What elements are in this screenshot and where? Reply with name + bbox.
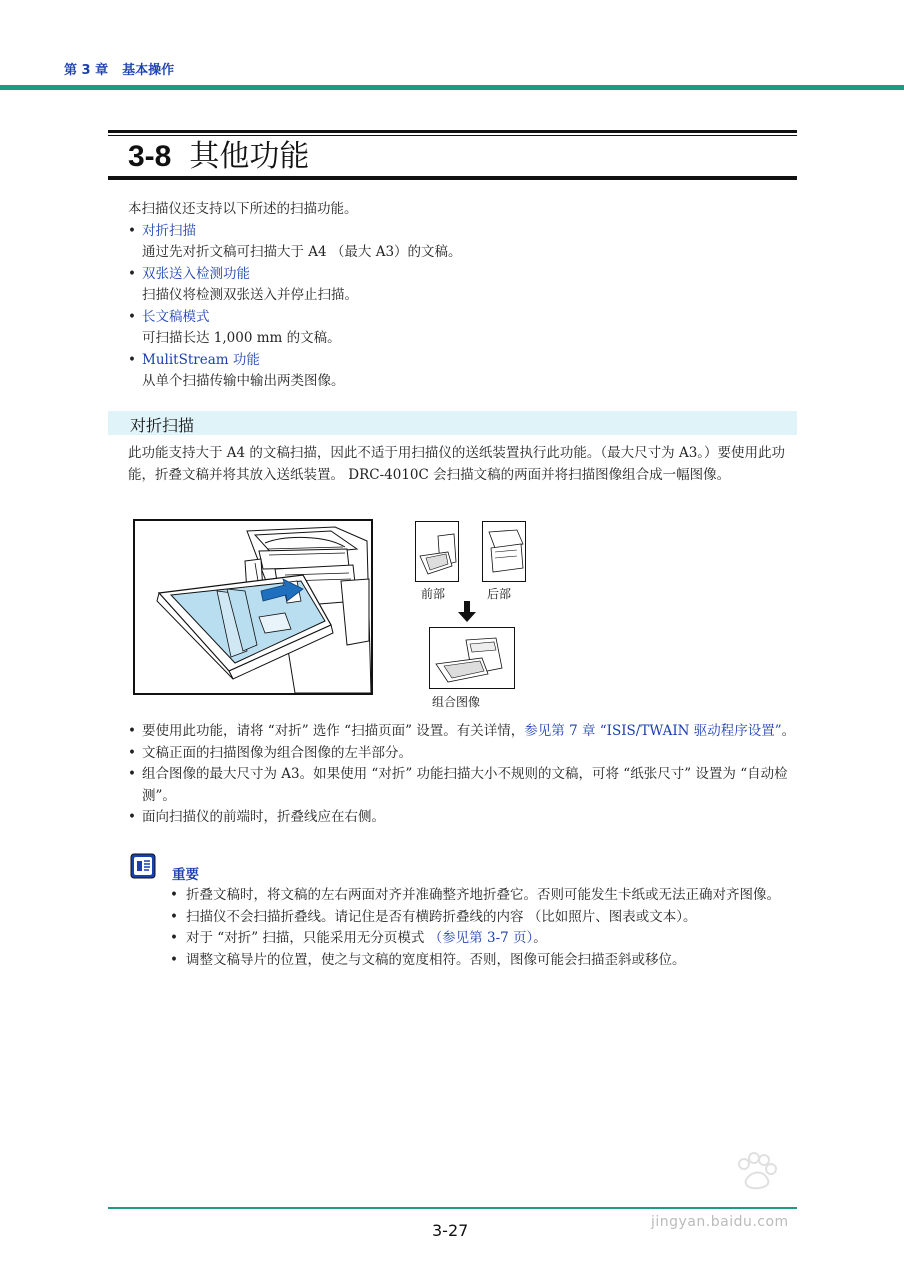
bullet-dot: • — [128, 723, 136, 739]
note-text-end: 。 — [781, 723, 796, 739]
intro-block — [128, 199, 788, 393]
bullet-dot: • — [128, 744, 136, 761]
intro-text: 本扫描仪还支持以下所述的扫描功能。 — [128, 201, 358, 217]
list-item — [170, 950, 798, 972]
back-thumbnail — [482, 521, 526, 582]
section-title — [128, 138, 309, 176]
feature-desc: 可扫描长达 1,000 mm 的文稿。 — [142, 330, 341, 346]
front-view-drawing — [416, 522, 458, 581]
combined-thumbnail — [429, 627, 515, 689]
page-ref-link[interactable]: （参见第 3-7 页） — [428, 930, 534, 946]
important-list — [170, 885, 798, 971]
list-item — [128, 807, 798, 829]
feature-link[interactable]: MulitStream 功能 — [142, 351, 260, 368]
subsection-bar — [108, 411, 797, 435]
feature-item — [128, 307, 788, 350]
important-text: 折叠文稿时，将文稿的左右两面对齐并准确整齐地折叠它。否则可能发生卡纸或无法正确对齐图像。 — [186, 887, 780, 903]
important-text: 调整文稿导片的位置，使之与文稿的宽度相符。否则，图像可能会扫描歪斜或移位。 — [186, 951, 686, 968]
bullet-dot: • — [128, 351, 136, 368]
scanner-illustration — [133, 519, 373, 695]
list-item — [128, 721, 798, 743]
combined-view-drawing — [430, 628, 514, 688]
bullet-dot: • — [128, 222, 136, 239]
section-number: 3-8 — [128, 140, 172, 173]
bullet-dot: • — [170, 887, 178, 903]
running-header — [64, 59, 174, 78]
back-view-drawing — [483, 522, 525, 581]
important-title: 重要 — [172, 867, 199, 883]
feature-link[interactable]: 长文稿模式 — [142, 308, 210, 325]
list-item — [170, 907, 798, 929]
down-arrow-icon — [457, 601, 477, 627]
important-text-end: 。 — [533, 930, 547, 946]
page-number: 3-27 — [432, 1221, 469, 1240]
note-text: 面向扫描仪的前端时，折叠线应在右侧。 — [142, 809, 385, 825]
bullet-dot: • — [128, 809, 136, 825]
back-label: 后部 — [487, 587, 512, 601]
note-text: 组合图像的最大尺寸为 A3。如果使用 “对折” 功能扫描大小不规则的文稿，可将 “纸张尺寸” 设置为 “自动检测”。 — [142, 766, 788, 804]
baidu-watermark-logo — [640, 1150, 850, 1218]
bullet-dot: • — [128, 308, 136, 325]
feature-desc: 从单个扫描传输中输出两类图像。 — [142, 373, 345, 389]
feature-item — [128, 350, 788, 393]
front-thumbnail — [415, 521, 459, 582]
feature-desc: 通过先对折文稿可扫描大于 A4 （最大 A3）的文稿。 — [142, 244, 462, 260]
list-item — [128, 764, 798, 807]
list-item — [170, 885, 798, 907]
feature-link[interactable]: 对折扫描 — [142, 222, 196, 239]
title-rule-bottom — [108, 176, 797, 180]
title-rule-thin — [108, 135, 797, 136]
bullet-dot: • — [128, 265, 136, 282]
combined-label: 组合图像 — [432, 695, 481, 709]
feature-item — [128, 264, 788, 307]
title-rule-top — [108, 130, 797, 133]
front-label: 前部 — [421, 587, 446, 601]
driver-settings-link[interactable]: 参见第 7 章 “ISIS/TWAIN 驱动程序设置” — [524, 723, 782, 739]
important-icon — [130, 853, 156, 879]
feature-list — [128, 221, 788, 393]
usage-notes — [128, 721, 798, 829]
feature-link[interactable]: 双张送入检测功能 — [142, 265, 250, 282]
chapter-number: 第 3 章 — [64, 63, 109, 78]
chapter-title: 基本操作 — [122, 63, 175, 78]
scanner-drawing — [135, 521, 371, 693]
note-text: 要使用此功能，请将 “对折” 选作 “扫描页面” 设置。有关详情， — [142, 723, 525, 739]
bullet-dot: • — [128, 766, 136, 782]
important-text: 扫描仪不会扫描折叠线。请记住是否有横跨折叠线的内容 （比如照片、图表或文本）。 — [186, 908, 697, 925]
section-title-text: 其他功能 — [189, 139, 310, 174]
bullet-dot: • — [170, 951, 178, 968]
subsection-title: 对折扫描 — [130, 416, 195, 435]
bullet-dot: • — [170, 908, 178, 925]
list-item — [128, 743, 798, 765]
note-text: 文稿正面的扫描图像为组合图像的左半部分。 — [142, 744, 412, 761]
feature-desc: 扫描仪将检测双张送入并停止扫描。 — [142, 287, 358, 303]
list-item — [170, 928, 798, 950]
feature-item — [128, 221, 788, 264]
header-rule — [0, 85, 904, 90]
important-text: 对于 “对折” 扫描，只能采用无分页模式 — [186, 930, 429, 946]
watermark-url: jingyan.baidu.com — [651, 1214, 789, 1230]
subsection-paragraph: 此功能支持大于 A4 的文稿扫描，因此不适于用扫描仪的送纸装置执行此功能。（最大尺寸为 A3。）要使用此功能，折叠文稿并将其放入送纸装置。 DRC-4010C 会扫描文稿的两面并将扫描图像组合成一幅图像。 — [128, 445, 786, 483]
bullet-dot: • — [170, 930, 178, 946]
